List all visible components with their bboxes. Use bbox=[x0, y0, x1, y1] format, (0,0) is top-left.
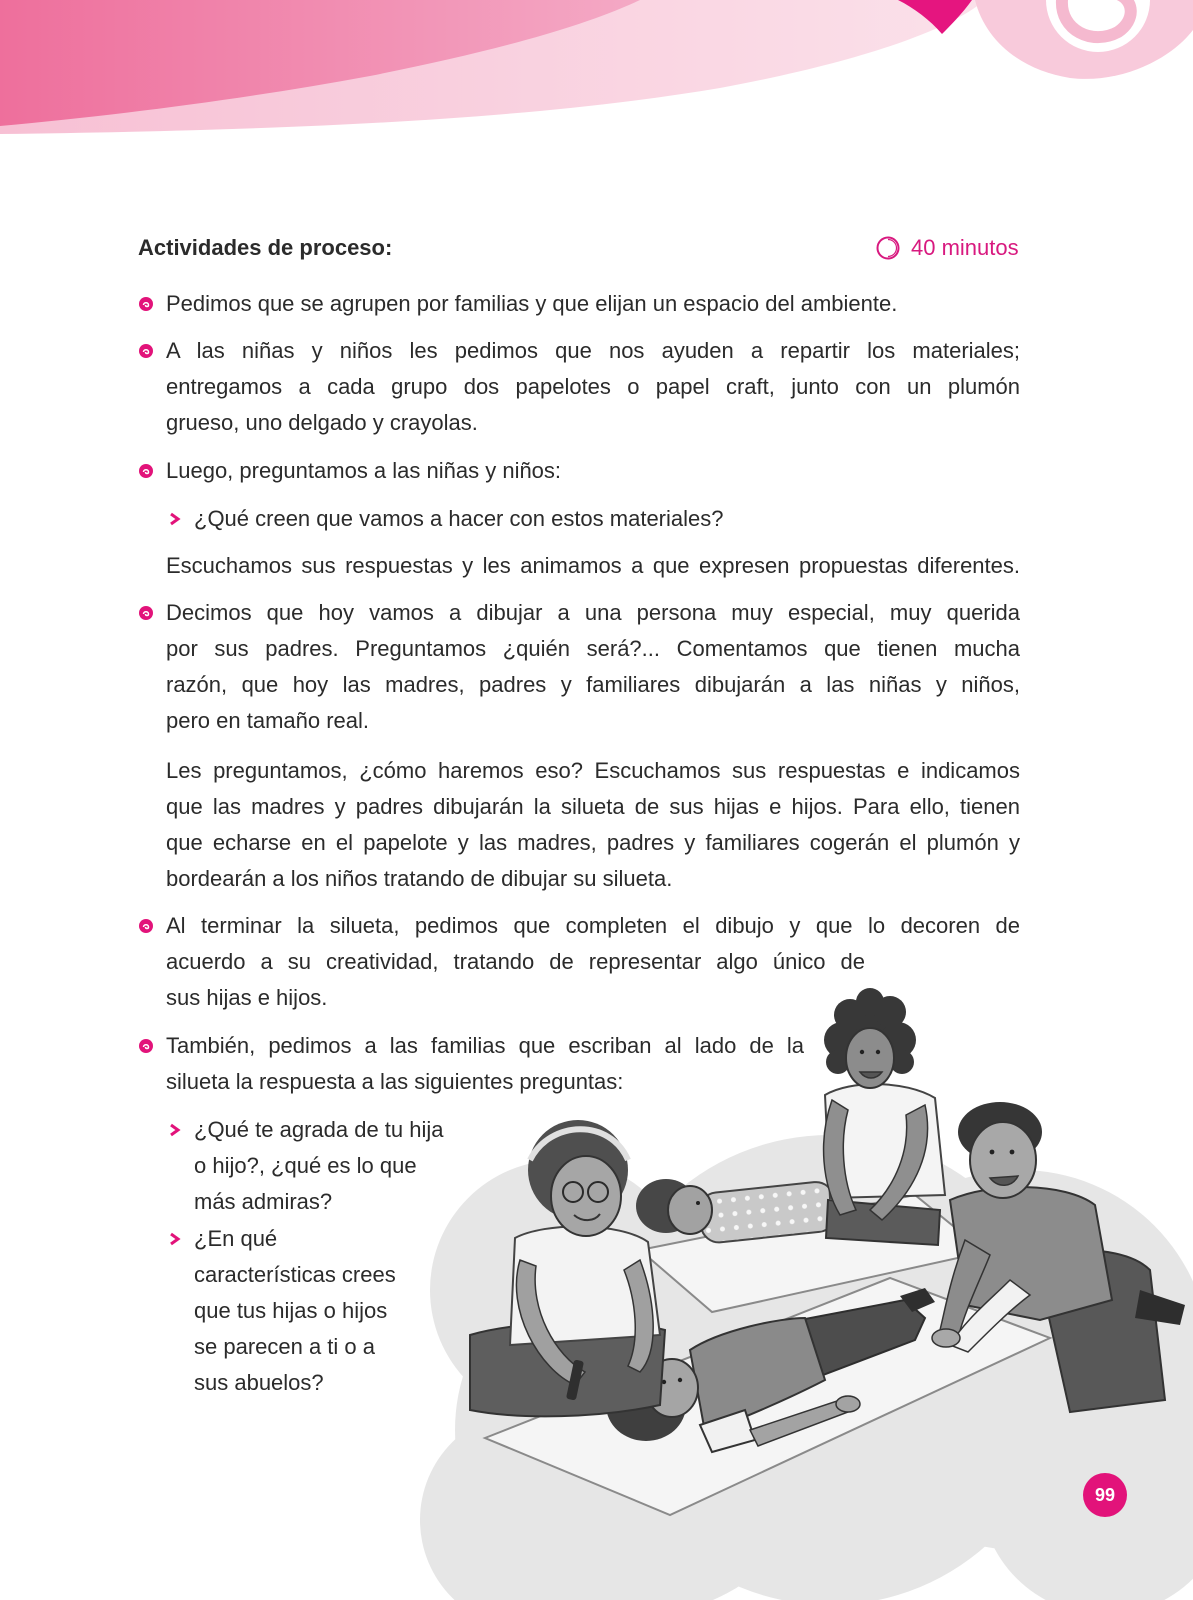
pink-swirl-bullet-icon bbox=[139, 606, 153, 620]
bullet-item bbox=[166, 333, 1020, 441]
pink-chevron-icon bbox=[169, 1232, 181, 1246]
text-line: silueta la respuesta a las siguientes preguntas: bbox=[166, 1069, 624, 1094]
bullet-item bbox=[166, 595, 1020, 739]
text-line: razón, que hoy las madres, padres y familiares dibujarán a las niñas y niños, bbox=[166, 672, 1020, 697]
text-line: grueso, uno delgado y crayolas. bbox=[166, 410, 478, 435]
text-line: Decimos que hoy vamos a dibujar a una persona muy especial, muy querida bbox=[166, 600, 1020, 625]
pink-swirl-bullet-icon bbox=[139, 919, 153, 933]
pink-swirl-bullet-icon bbox=[139, 297, 153, 311]
sub-bullet-item bbox=[194, 501, 1020, 537]
text-line: más admiras? bbox=[194, 1189, 333, 1214]
sub-bullet-item bbox=[194, 1221, 1020, 1401]
pink-swirl-bullet-icon bbox=[139, 344, 153, 358]
text-line: ¿Qué creen que vamos a hacer con estos materiales? bbox=[194, 506, 724, 531]
text-line: sus hijas e hijos. bbox=[166, 985, 328, 1010]
section-title: Actividades de proceso: bbox=[138, 235, 393, 260]
text-line: que echarse en el papelote y las madres, padres y familiares cogerán el plumón y bbox=[166, 830, 1020, 855]
text-line: A las niñas y niños les pedimos que nos ayuden a repartir los materiales; bbox=[166, 338, 1020, 363]
duration-label: 40 minutos bbox=[911, 235, 1019, 260]
text-line: acuerdo a su creatividad, tratando de representar algo único de bbox=[166, 949, 865, 974]
text-line: Les preguntamos, ¿cómo haremos eso? Escuchamos sus respuestas e indicamos bbox=[166, 758, 1020, 783]
text-line: Luego, preguntamos a las niñas y niños: bbox=[166, 458, 562, 483]
text-line: pero en tamaño real. bbox=[166, 708, 370, 733]
bullet-item bbox=[166, 286, 1020, 322]
text-line: bordearán a los niños tratando de dibujar su silueta. bbox=[166, 866, 673, 891]
paragraph bbox=[166, 753, 1020, 897]
text-line: También, pedimos a las familias que escriban al lado de la bbox=[166, 1033, 804, 1058]
page-number-badge: 99 bbox=[1083, 1473, 1127, 1517]
sub-bullet-item bbox=[194, 1112, 1020, 1220]
text-line: que las madres y padres dibujarán la silueta de sus hijas e hijos. Para ello, tienen bbox=[166, 794, 1020, 819]
bullet-item bbox=[166, 908, 1020, 1016]
text-line: que tus hijas o hijos bbox=[194, 1298, 388, 1323]
text-line: o hijo?, ¿qué es lo que bbox=[194, 1153, 417, 1178]
text-line: se parecen a ti o a bbox=[194, 1334, 376, 1359]
pink-swirl-bullet-icon bbox=[139, 1039, 153, 1053]
pink-swirl-bullet-icon bbox=[139, 464, 153, 478]
pink-chevron-icon bbox=[169, 1123, 181, 1137]
text-line: Escuchamos sus respuestas y les animamos a que expresen propuestas diferentes. bbox=[166, 553, 1020, 578]
bullet-item bbox=[166, 1028, 1020, 1100]
pink-chevron-icon bbox=[169, 512, 181, 526]
text-line: ¿En qué bbox=[194, 1226, 278, 1251]
text-line: sus abuelos? bbox=[194, 1370, 324, 1395]
bullet-item bbox=[166, 453, 1020, 489]
header-wave-decoration bbox=[0, 0, 1193, 134]
text-line: entregamos a cada grupo dos papelotes o papel craft, junto con un plumón bbox=[166, 374, 1020, 399]
paragraph bbox=[166, 548, 1020, 584]
text-line: ¿Qué te agrada de tu hija bbox=[194, 1117, 444, 1142]
text-line: Pedimos que se agrupen por familias y que elijan un espacio del ambiente. bbox=[166, 291, 898, 316]
clock-icon bbox=[876, 236, 900, 260]
text-line: por sus padres. Preguntamos ¿quién será?... Comentamos que tienen mucha bbox=[166, 636, 1020, 661]
text-line: características crees bbox=[194, 1262, 396, 1287]
text-line: Al terminar la silueta, pedimos que completen el dibujo y que lo decoren de bbox=[166, 913, 1020, 938]
